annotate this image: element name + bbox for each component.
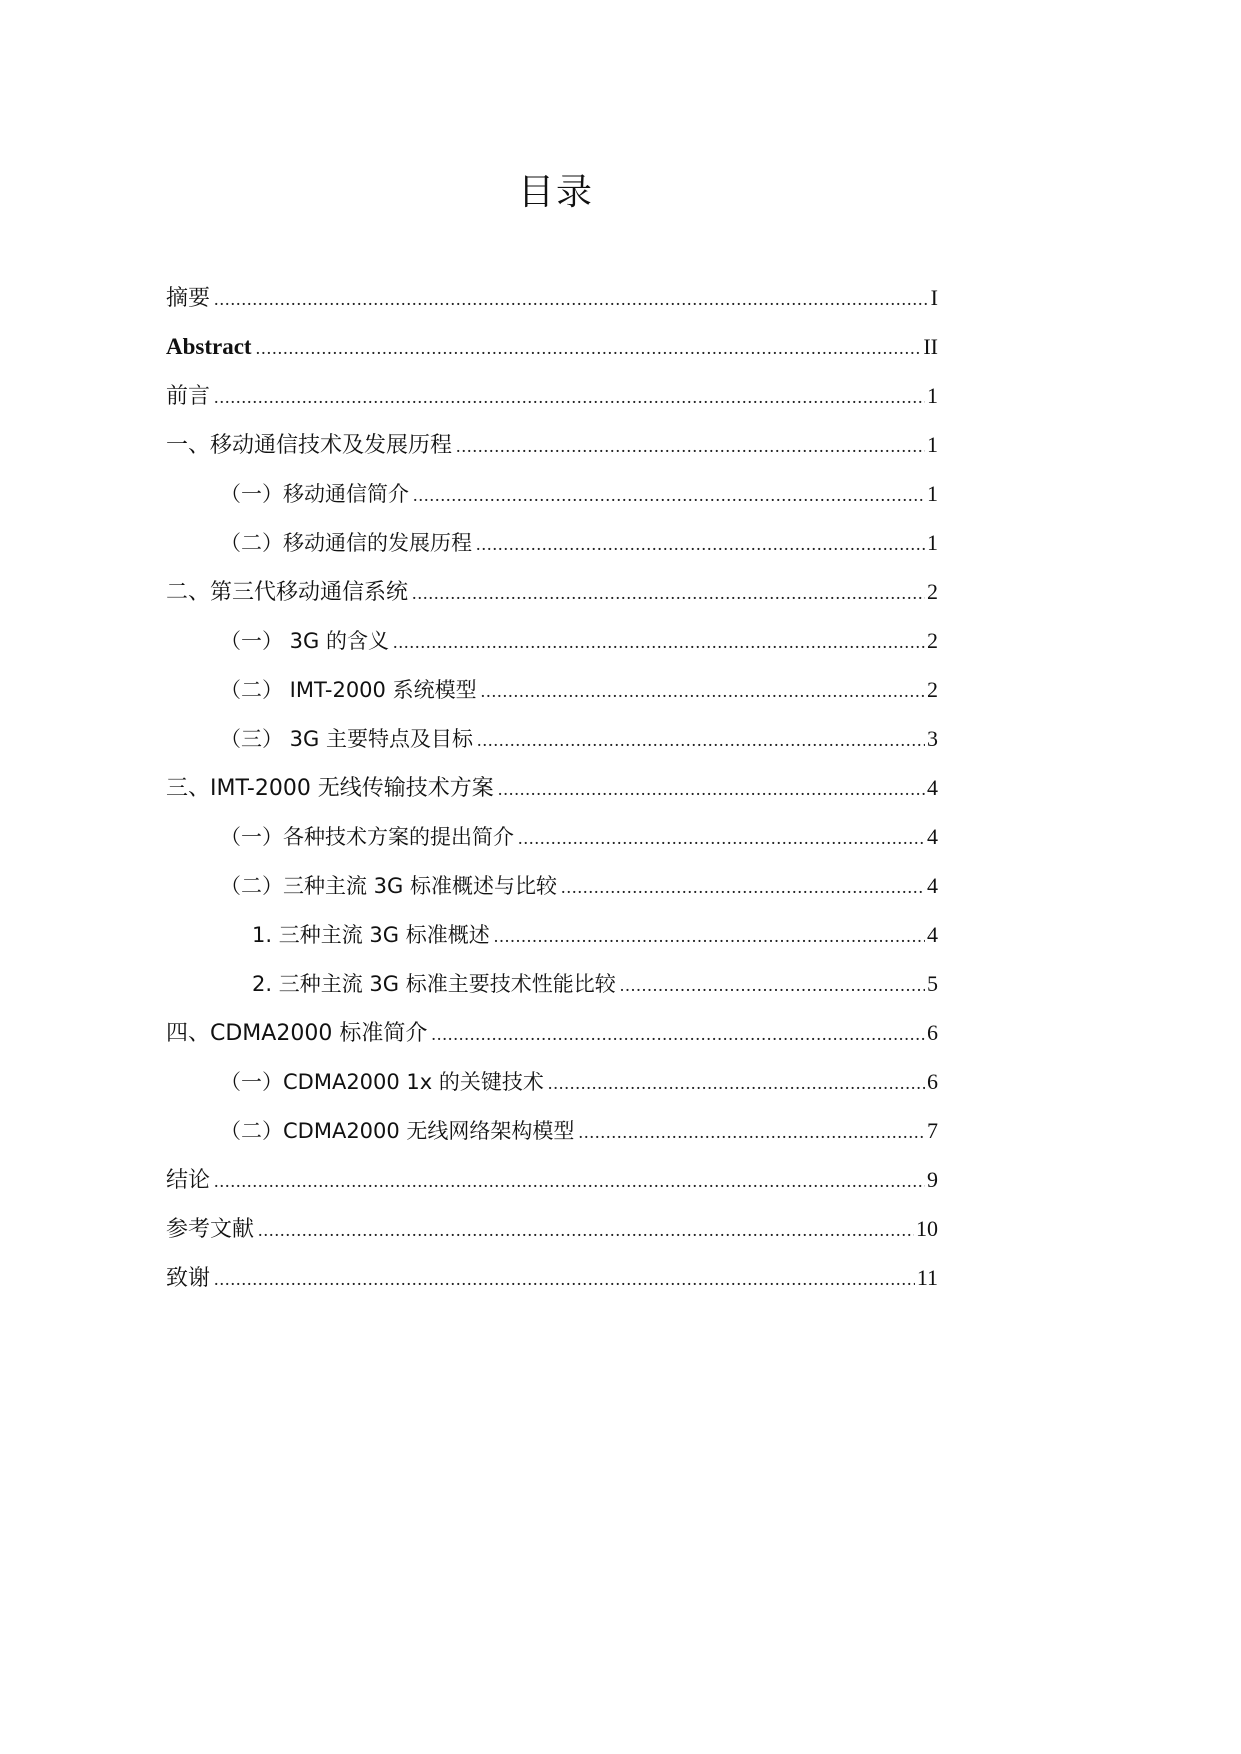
toc-page-number: 6 — [927, 1069, 938, 1094]
toc-entry[interactable] — [166, 920, 938, 969]
toc-page-number: 2 — [927, 677, 938, 702]
toc-entry-text: （二）三种主流 3G 标准概述与比较 — [220, 874, 557, 898]
toc-page-number: 4 — [927, 775, 938, 800]
toc-entry-text: （二）CDMA2000 无线网络架构模型 — [220, 1119, 575, 1143]
toc-entry-text: 1. 三种主流 3G 标准概述 — [252, 923, 490, 947]
dot-leader — [476, 529, 925, 559]
dot-leader — [620, 970, 925, 1000]
toc-entry[interactable] — [166, 822, 938, 871]
toc-entry[interactable] — [166, 283, 938, 332]
toc-entry[interactable] — [166, 724, 938, 773]
toc-entry-text: 摘要 — [166, 286, 211, 311]
toc-entry[interactable] — [166, 1165, 938, 1214]
toc-page-number: 4 — [927, 873, 938, 898]
dot-leader — [477, 725, 925, 755]
toc-entry[interactable] — [166, 1214, 938, 1263]
toc-entry-text: 2. 三种主流 3G 标准主要技术性能比较 — [252, 972, 616, 996]
dot-leader — [258, 1215, 914, 1245]
dot-leader — [561, 872, 925, 902]
dot-leader — [431, 1019, 925, 1049]
toc-page-number: 1 — [927, 530, 938, 555]
toc-page-number: 1 — [927, 383, 938, 408]
dot-leader — [214, 1264, 915, 1294]
toc-entry-text: （三） 3G 主要特点及目标 — [220, 727, 473, 751]
dot-leader — [498, 774, 925, 804]
toc-entry-text: 结论 — [166, 1168, 211, 1193]
toc-entry[interactable] — [166, 430, 938, 479]
toc-page-number: 2 — [927, 628, 938, 653]
toc-page-number: 2 — [927, 579, 938, 604]
toc-page-number: 6 — [927, 1020, 938, 1045]
toc-entry[interactable] — [166, 871, 938, 920]
table-of-contents — [166, 283, 938, 1312]
toc-entry[interactable] — [166, 1263, 938, 1312]
toc-page-number: 1 — [927, 432, 938, 457]
toc-entry[interactable] — [166, 332, 938, 381]
toc-entry[interactable] — [166, 577, 938, 626]
toc-page-number: 1 — [927, 481, 938, 506]
dot-leader — [413, 480, 925, 510]
toc-entry-text: （一） 3G 的含义 — [220, 629, 389, 653]
toc-entry[interactable] — [166, 1067, 938, 1116]
dot-leader — [456, 431, 925, 461]
dot-leader — [214, 1166, 925, 1196]
page-title: 目录 — [517, 172, 594, 213]
toc-entry-text: 前言 — [166, 384, 211, 409]
toc-entry-text: 四、CDMA2000 标准简介 — [166, 1021, 428, 1046]
toc-entry-text: （二） IMT-2000 系统模型 — [220, 678, 477, 702]
dot-leader — [393, 627, 925, 657]
dot-leader — [256, 333, 922, 363]
dot-leader — [548, 1068, 925, 1098]
toc-entry[interactable] — [166, 381, 938, 430]
toc-page-number: 4 — [927, 824, 938, 849]
toc-entry-text: （二）移动通信的发展历程 — [220, 531, 472, 555]
toc-entry[interactable] — [166, 675, 938, 724]
toc-page-number: 11 — [916, 1265, 938, 1290]
dot-leader — [214, 284, 929, 314]
toc-entry-text: 一、移动通信技术及发展历程 — [166, 433, 453, 458]
dot-leader — [412, 578, 925, 608]
toc-entry-text: 三、IMT-2000 无线传输技术方案 — [166, 776, 494, 801]
toc-entry-text: 二、第三代移动通信系统 — [166, 580, 409, 605]
toc-page-number: 4 — [927, 922, 938, 947]
toc-page-number: I — [930, 285, 938, 310]
toc-entry[interactable] — [166, 626, 938, 675]
toc-entry-text: 致谢 — [166, 1266, 211, 1291]
toc-entry[interactable] — [166, 479, 938, 528]
dot-leader — [578, 1117, 925, 1147]
dot-leader — [494, 921, 925, 951]
toc-page-number: II — [923, 334, 938, 359]
toc-entry[interactable] — [166, 1116, 938, 1165]
toc-entry[interactable] — [166, 773, 938, 822]
toc-entry[interactable] — [166, 1018, 938, 1067]
toc-page-number: 10 — [916, 1216, 938, 1241]
toc-page-number: 5 — [927, 971, 938, 996]
toc-entry-text: 参考文献 — [166, 1217, 255, 1242]
dot-leader — [214, 382, 925, 412]
toc-entry[interactable] — [166, 969, 938, 1018]
toc-entry-text: （一）CDMA2000 1x 的关键技术 — [220, 1070, 544, 1094]
toc-entry-text: （一）移动通信简介 — [220, 482, 409, 506]
toc-page-number: 9 — [927, 1167, 938, 1192]
toc-entry[interactable] — [166, 528, 938, 577]
dot-leader — [518, 823, 925, 853]
toc-entry-text: （一）各种技术方案的提出简介 — [220, 825, 514, 849]
toc-page-number: 7 — [927, 1118, 938, 1143]
toc-entry-text: Abstract — [166, 334, 252, 359]
toc-page-number: 3 — [927, 726, 938, 751]
dot-leader — [481, 676, 925, 706]
